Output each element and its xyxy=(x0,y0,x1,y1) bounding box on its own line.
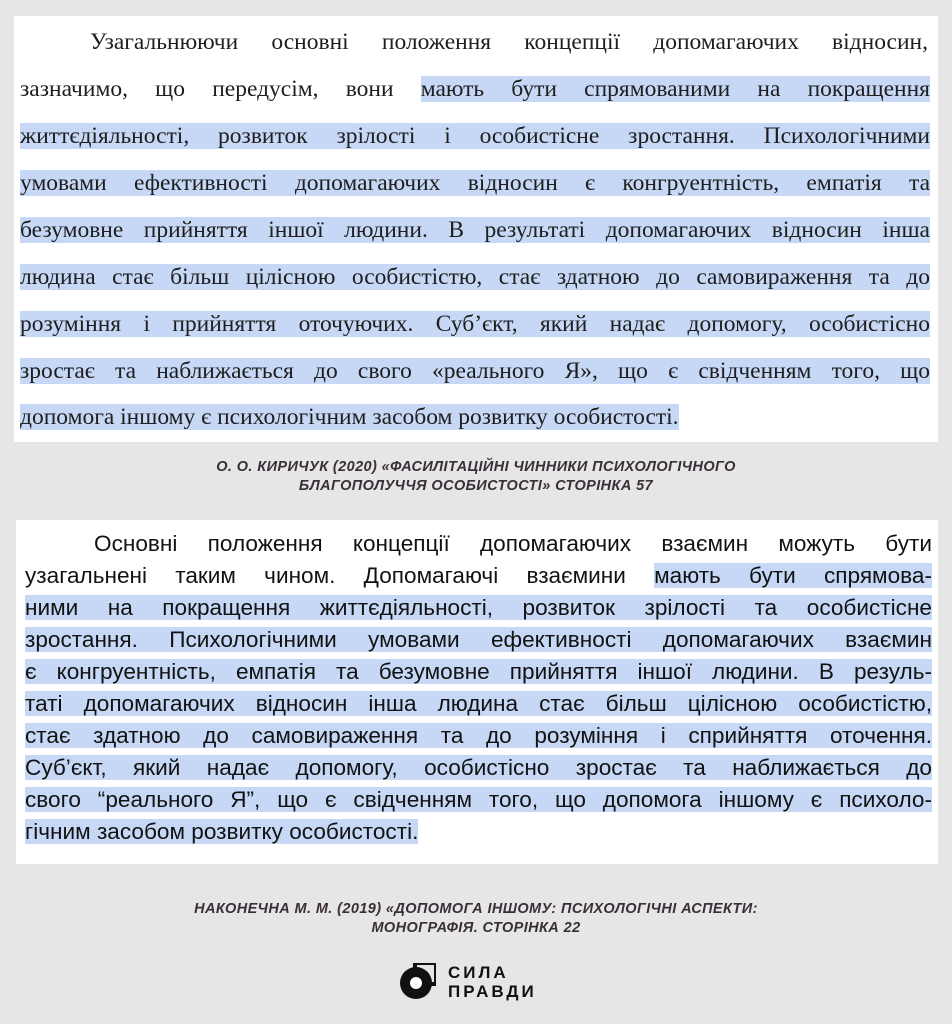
highlighted-text: ними на покращення життєдіяльності, розвиток зрілості та особистісне xyxy=(25,595,932,620)
caption-line: О. О. КИРИЧУК (2020) «ФАСИЛІТАЦІЙНІ ЧИННИКИ ПСИХОЛОГІЧНОГО xyxy=(216,459,736,475)
excerpt2-line-9 xyxy=(25,787,932,813)
excerpt2-line-1 xyxy=(94,531,932,557)
highlighted-text: свого “реального Я”, що є свідченням того, що допомога іншому є психоло- xyxy=(25,787,932,812)
excerpt1-line-4 xyxy=(20,170,930,197)
excerpt2-line-5 xyxy=(25,659,932,685)
source-caption-1 xyxy=(0,458,952,496)
plain-text: Основні положення концепції допомагаючих взаємин можуть бути xyxy=(94,531,932,556)
highlighted-text: безумовне прийняття іншої людини. В результаті допомагаючих відносин інша xyxy=(20,217,930,243)
highlighted-text: розуміння і прийняття оточуючих. Суб’єкт, який надає допомогу, особистісно xyxy=(20,311,930,337)
logo-line-2: ПРАВДИ xyxy=(448,982,537,1001)
excerpt1-line-8 xyxy=(20,358,930,385)
excerpt2-line-7 xyxy=(25,723,932,749)
highlighted-text: життєдіяльності, розвиток зрілості і особистісне зростання. Психологічними xyxy=(20,123,930,149)
sila-pravdy-logo-mark-icon xyxy=(398,963,436,1001)
excerpt-card-1 xyxy=(14,16,938,442)
caption-line: МОНОГРАФІЯ. СТОРІНКА 22 xyxy=(371,920,581,936)
highlighted-text: таті допомагаючих відносин інша людина стає більш цілісною особистістю, xyxy=(25,691,932,716)
excerpt1-line-3 xyxy=(20,123,930,150)
highlighted-text: допомога іншому є психологічним засобом розвитку особистості. xyxy=(20,404,679,430)
plain-text: Узагальнюючи основні положення концепції допомагаючих відносин, xyxy=(90,29,928,55)
excerpt2-line-2 xyxy=(25,563,932,589)
excerpt1-line-6 xyxy=(20,264,930,291)
excerpt2-line-8 xyxy=(25,755,932,781)
highlighted-text: зростає та наближається до свого «реального Я», що є свідченням того, що xyxy=(20,358,930,384)
excerpt2-line-10 xyxy=(25,819,418,845)
excerpt1-line-7 xyxy=(20,311,930,338)
caption-line: БЛАГОПОЛУЧЧЯ ОСОБИСТОСТІ» СТОРІНКА 57 xyxy=(298,478,654,494)
plain-text: узагальнені таким чином. Допомагаючі взаємини xyxy=(25,563,655,588)
highlighted-text: гічним засобом розвитку особистості. xyxy=(25,819,419,844)
highlighted-text: мають бути спрямованими на покращення xyxy=(420,76,930,102)
excerpt1-line-1 xyxy=(90,29,928,56)
highlighted-text: є конгруентність, емпатія та безумовне прийняття іншої людини. В резуль- xyxy=(25,659,932,684)
excerpt2-line-6 xyxy=(25,691,932,717)
excerpt1-line-2 xyxy=(20,76,930,103)
source-caption-2 xyxy=(0,900,952,938)
plain-text: зазначимо, що передусім, вони xyxy=(20,76,421,102)
excerpt2-line-3 xyxy=(25,595,932,621)
excerpt1-line-5 xyxy=(20,217,930,244)
excerpt2-line-4 xyxy=(25,627,932,653)
caption-line: НАКОНЕЧНА М. М. (2019) «ДОПОМОГА ІНШОМУ: ПСИХОЛОГІЧНІ АСПЕКТИ: xyxy=(194,901,758,917)
excerpt-card-2 xyxy=(16,520,938,864)
highlighted-text: мають бути спрямова- xyxy=(654,563,932,588)
logo-wordmark xyxy=(448,963,537,1001)
highlighted-text: зростання. Психологічними умовами ефективності допомагаючих взаємин xyxy=(25,627,932,652)
highlighted-text: умовами ефективності допомагаючих відносин є конгруентність, емпатія та xyxy=(20,170,930,196)
logo-line-1: СИЛА xyxy=(448,963,509,982)
highlighted-text: Суб’єкт, який надає допомогу, особистісно зростає та наближається до xyxy=(25,755,932,780)
highlighted-text: людина стає більш цілісною особистістю, стає здатною до самовираження та до xyxy=(20,264,930,290)
excerpt1-line-9 xyxy=(20,404,679,431)
highlighted-text: стає здатною до самовираження та до розуміння і сприйняття оточення. xyxy=(25,723,932,748)
